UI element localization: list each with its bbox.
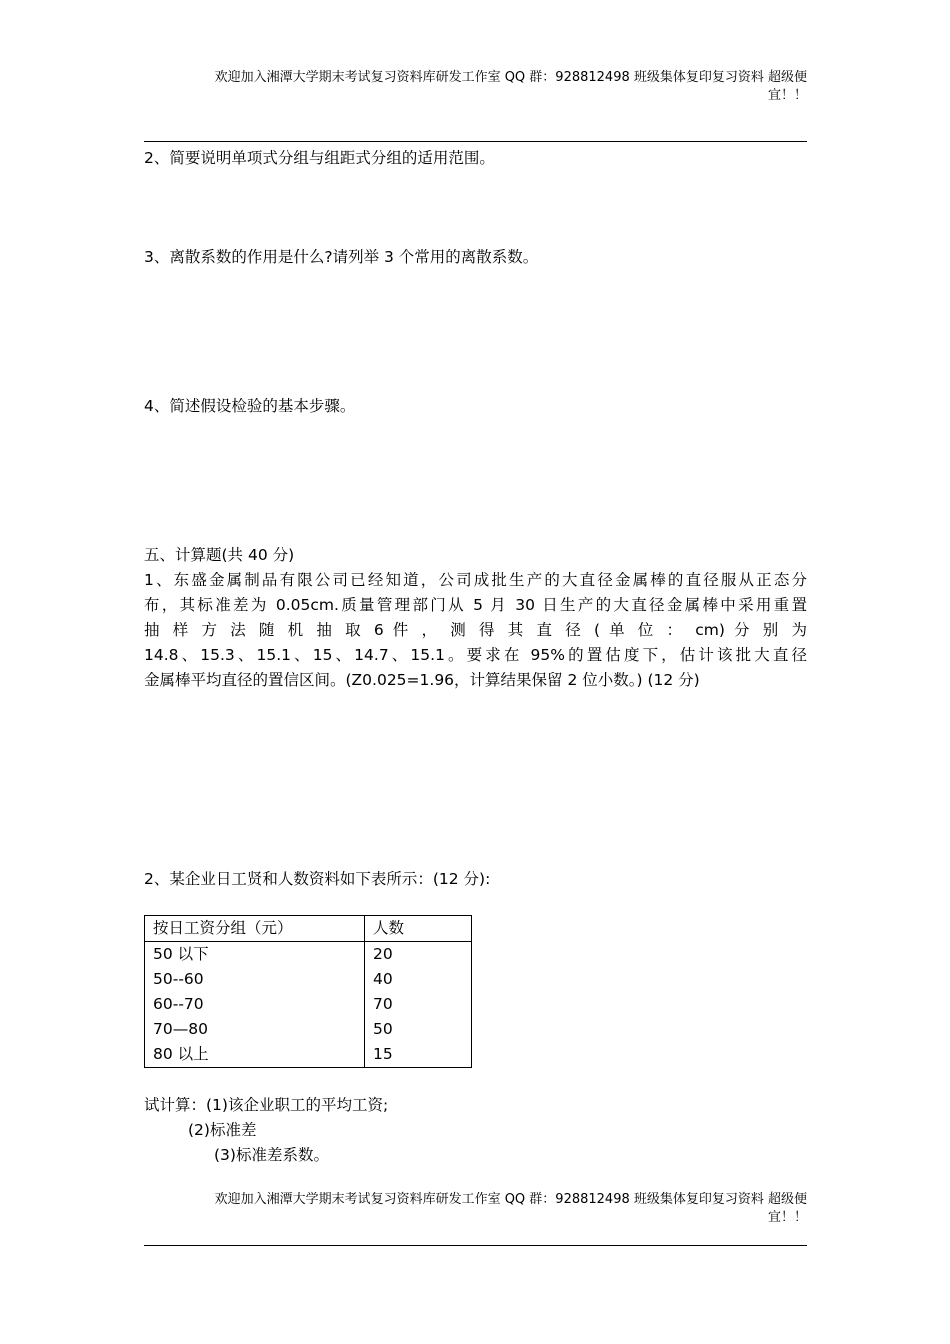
problem-1	[144, 568, 807, 693]
header-top-line1: 欢迎加入湘潭大学期末考试复习资料库研发工作室 QQ 群：928812498 班级集体复印复习资料 超级便	[214, 70, 807, 85]
problem-1-line2: 布，其标准差为 0.05cm.质量管理部门从 5 月 30 日生产的大直径金属棒中采用重置	[144, 596, 807, 614]
problem-2-task-2: (2)标准差	[188, 1121, 257, 1139]
section-5-title: 五、计算题(共 40 分)	[144, 546, 295, 564]
table-row	[145, 1042, 472, 1068]
problem-1-line5: 金属棒平均直径的置信区间。(Z0.025=1.96，计算结果保留 2 位小数。) (12 分)	[144, 671, 700, 689]
table-header-wage-group: 按日工资分组（元）	[145, 916, 365, 942]
page-header-top	[144, 69, 807, 105]
table-cell-count: 20	[365, 942, 472, 968]
table-cell-count: 70	[365, 992, 472, 1017]
table-header-count: 人数	[365, 916, 472, 942]
table-cell-count: 15	[365, 1042, 472, 1068]
table-header-row	[145, 916, 472, 942]
wage-table	[144, 915, 472, 1068]
header-bottom-line1: 欢迎加入湘潭大学期末考试复习资料库研发工作室 QQ 群：928812498 班级集体复印复习资料 超级便	[214, 1192, 807, 1207]
problem-2-task-3: (3)标准差系数。	[214, 1146, 329, 1164]
problem-1-line4: 14.8、15.3、15.1、15、14.7、15.1。要求在 95%的置估度下，估计该批大直径	[144, 646, 807, 664]
header-top-rule	[144, 141, 807, 142]
question-3: 3、离散系数的作用是什么?请列举 3 个常用的离散系数。	[144, 248, 539, 266]
problem-1-line1: 1、东盛金属制品有限公司已经知道，公司成批生产的大直径金属棒的直径服从正态分	[144, 571, 807, 589]
table-cell-count: 40	[365, 967, 472, 992]
problem-1-line3: 抽 样 方 法 随 机 抽 取 6 件 ， 测 得 其 直 径 ( 单 位 ： cm) 分 别 为	[144, 621, 807, 639]
table-cell-group: 50 以下	[145, 942, 365, 968]
question-4: 4、简述假设检验的基本步骤。	[144, 397, 356, 415]
table-cell-group: 70—80	[145, 1017, 365, 1042]
header-top-line2: 宜！！	[767, 88, 807, 103]
page-header-bottom	[144, 1191, 807, 1227]
header-bottom-rule	[144, 1245, 807, 1246]
problem-2-task-1: 试计算：(1)该企业职工的平均工资;	[144, 1096, 389, 1114]
header-bottom-line2: 宜！！	[767, 1210, 807, 1225]
table-cell-group: 50--60	[145, 967, 365, 992]
table-row	[145, 1017, 472, 1042]
problem-2-intro: 2、某企业日工贤和人数资料如下表所示：(12 分):	[144, 870, 491, 888]
table-cell-group: 80 以上	[145, 1042, 365, 1068]
table-cell-count: 50	[365, 1017, 472, 1042]
table-row	[145, 967, 472, 992]
table-row	[145, 992, 472, 1017]
table-row	[145, 942, 472, 968]
question-2: 2、简要说明单项式分组与组距式分组的适用范围。	[144, 149, 495, 167]
table-cell-group: 60--70	[145, 992, 365, 1017]
